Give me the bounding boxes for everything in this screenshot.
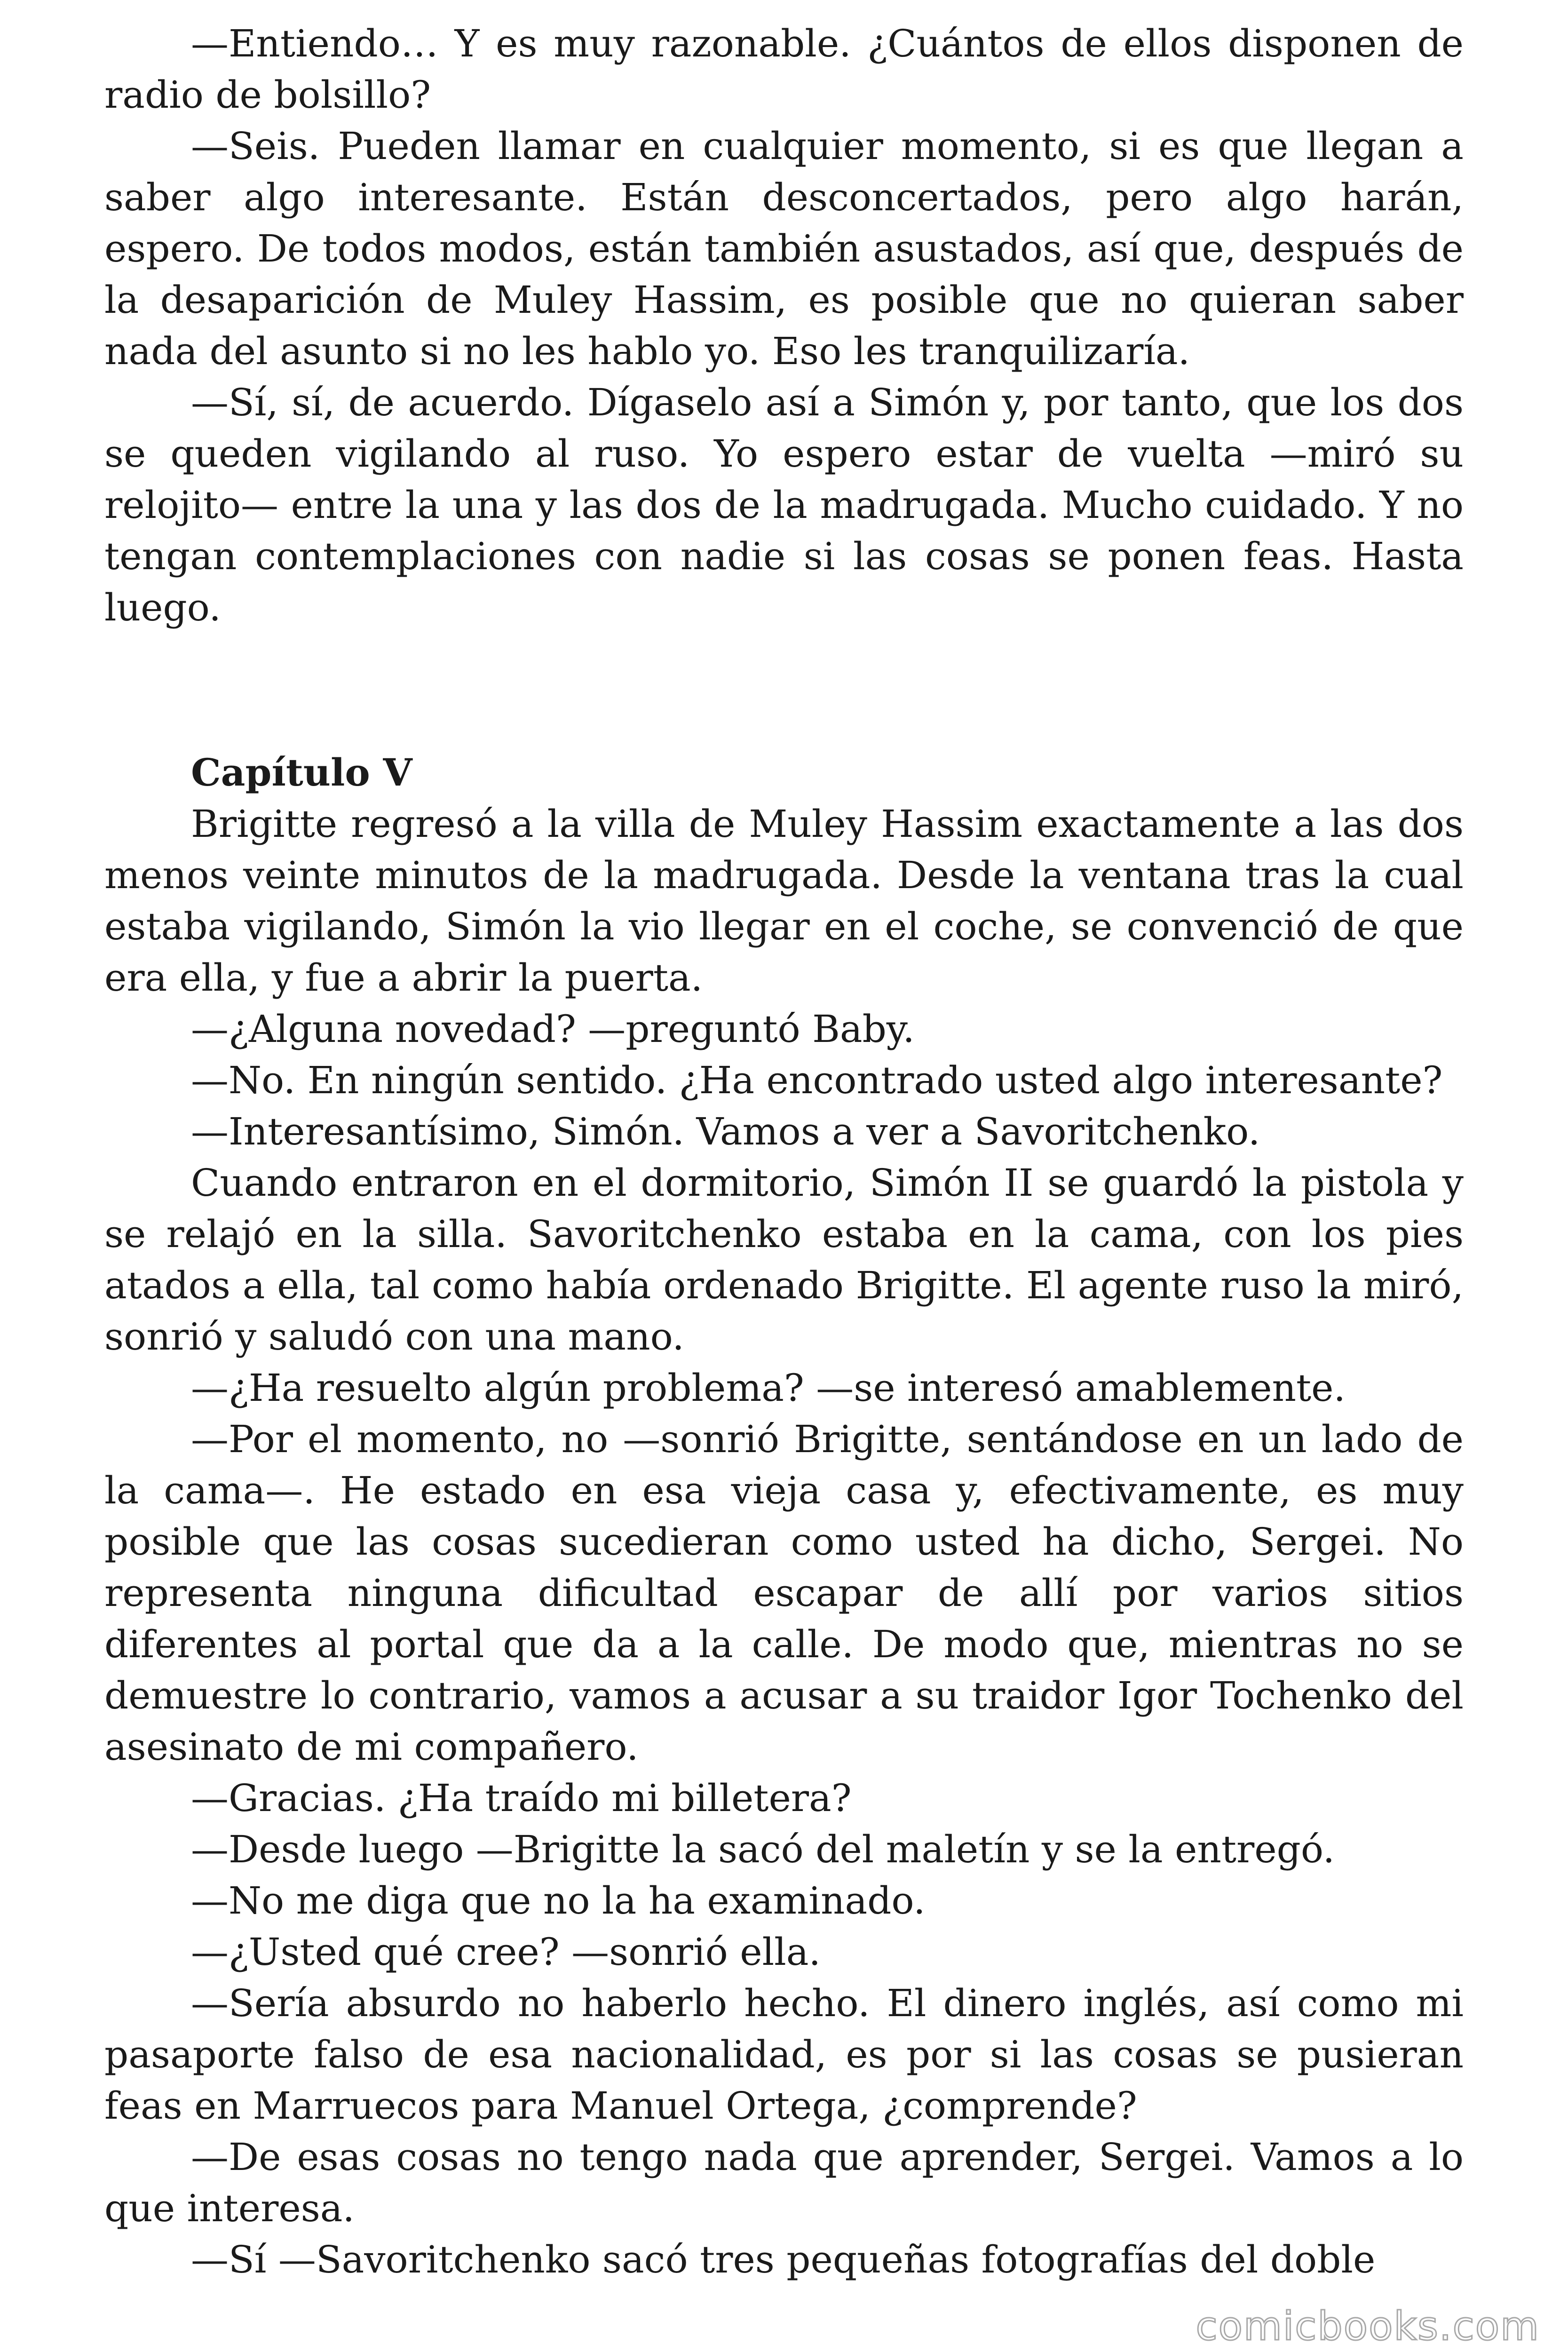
chapter-section xyxy=(104,747,1464,2285)
watermark: comicbooks.com xyxy=(1196,2303,1540,2349)
chapter-heading: Capítulo V xyxy=(191,750,412,795)
paragraph: —Seis. Pueden llamar en cualquier momento, si es que llegan a saber algo interesante. Están desconcertados, pero algo harán, espero. De todos modos, están también asustados, así que, después de la desaparición de Muley Hassim, es posible que no quieran saber nada del asunto si no les hablo yo. Eso les tranquilizaría. xyxy=(104,124,1464,373)
paragraph: —Por el momento, no —sonrió Brigitte, sentándose en un lado de la cama—. He estado en esa vieja casa y, efectivamente, es muy posible que las cosas sucedieran como usted ha dicho, Sergei. No representa ninguna dificultad escapar de allí por varios sitios diferentes al portal que da a la calle. De modo que, mientras no se demuestre lo contrario, vamos a acusar a su traidor Igor Tochenko del asesinato de mi compañero. xyxy=(104,1417,1464,1769)
paragraph: —Interesantísimo, Simón. Vamos a ver a Savoritchenko. xyxy=(191,1110,1260,1153)
paragraph: —Desde luego —Brigitte la sacó del maletín y se la entregó. xyxy=(191,1828,1335,1871)
paragraph: —De esas cosas no tengo nada que aprender, Sergei. Vamos a lo que interesa. xyxy=(104,2135,1464,2230)
paragraph: Brigitte regresó a la villa de Muley Hassim exactamente a las dos menos veinte minutos de la madrugada. Desde la ventana tras la cual estaba vigilando, Simón la vio llegar en el coche, se convenció de que era ella, y fue a abrir la puerta. xyxy=(104,802,1464,1000)
paragraph: —Sí —Savoritchenko sacó tres pequeñas fotografías del doble xyxy=(191,2238,1376,2281)
paragraph: —Gracias. ¿Ha traído mi billetera? xyxy=(191,1776,852,1820)
paragraph: —¿Ha resuelto algún problema? —se interesó amablemente. xyxy=(191,1366,1346,1410)
text-block-top xyxy=(104,18,1464,633)
paragraph: —No. En ningún sentido. ¿Ha encontrado usted algo interesante? xyxy=(191,1058,1443,1102)
paragraph: —Entiendo… Y es muy razonable. ¿Cuántos de ellos disponen de radio de bolsillo? xyxy=(104,22,1464,117)
paragraph: —¿Alguna novedad? —preguntó Baby. xyxy=(191,1007,915,1051)
paragraph: Cuando entraron en el dormitorio, Simón II se guardó la pistola y se relajó en la silla. Savoritchenko estaba en la cama, con los pies atados a ella, tal como había ordenado Brigitte. El agente ruso la miró, sonrió y saludó con una mano. xyxy=(104,1161,1464,1359)
paragraph: —No me diga que no la ha examinado. xyxy=(191,1879,926,1923)
paragraph: —Sí, sí, de acuerdo. Dígaselo así a Simón y, por tanto, que los dos se queden vigilando al ruso. Yo espero estar de vuelta —miró su relojito— entre la una y las dos de la madrugada. Mucho cuidado. Y no tengan contemplaciones con nadie si las cosas se ponen feas. Hasta luego. xyxy=(104,381,1464,629)
paragraph: —Sería absurdo no haberlo hecho. El dinero inglés, así como mi pasaporte falso de esa nacionalidad, es por si las cosas se pusieran feas en Marruecos para Manuel Ortega, ¿comprende? xyxy=(104,1981,1464,2128)
paragraph: —¿Usted qué cree? —sonrió ella. xyxy=(191,1930,821,1974)
